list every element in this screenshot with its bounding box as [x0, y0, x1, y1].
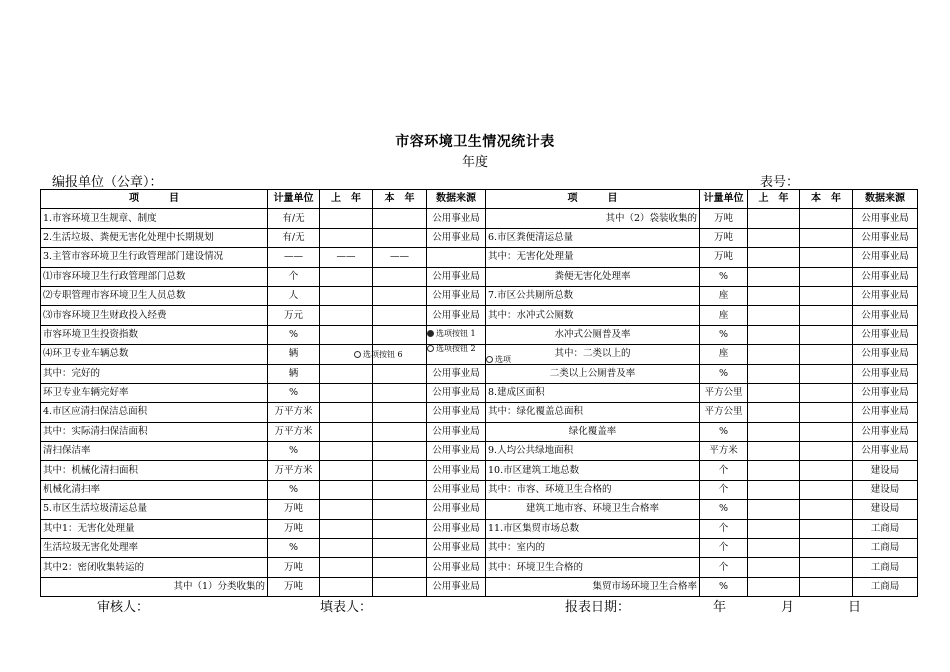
option-button[interactable]: 选项 — [486, 354, 511, 365]
unit-left-cell: % — [268, 480, 320, 499]
radio-circle-icon — [427, 345, 434, 352]
unit-left-cell: % — [268, 383, 320, 402]
unit-left-cell: 有/无 — [268, 209, 320, 228]
this-year-left-cell[interactable] — [373, 306, 427, 325]
last-year-right-cell[interactable] — [748, 480, 800, 499]
option-button-6[interactable]: 选项按钮 6 — [354, 349, 403, 360]
last-year-left-cell[interactable] — [320, 325, 373, 344]
last-year-right-cell[interactable] — [748, 364, 800, 383]
source-right-cell: 公用事业局 — [853, 248, 918, 267]
source-right-cell: 公用事业局 — [853, 442, 918, 461]
item-right-cell: 其中：环境卫生合格的 — [486, 558, 700, 577]
source-right-cell: 建设局 — [853, 480, 918, 499]
item-left-cell: ⑶市容环境卫生财政投入经费 — [41, 306, 268, 325]
last-year-right-cell[interactable] — [748, 228, 800, 247]
this-year-right-cell[interactable] — [800, 286, 853, 305]
form-title: 市容环境卫生情况统计表 — [395, 134, 555, 150]
table-row — [41, 539, 918, 558]
option-button-1[interactable]: 选项按钮 1 — [427, 328, 476, 339]
item-right-cell: 其中：水冲式公厕数 — [486, 306, 700, 325]
source-left-cell: 公用事业局 — [427, 209, 486, 228]
unit-left-cell: 万平方米 — [268, 403, 320, 422]
item-right-cell: 其中：室内的 — [486, 539, 700, 558]
item-left-cell: 4.市区应清扫保洁总面积 — [41, 403, 268, 422]
radio-circle-icon — [486, 356, 493, 363]
this-year-right-cell[interactable] — [800, 364, 853, 383]
this-year-right-cell[interactable] — [800, 228, 853, 247]
unit-right-cell: 个 — [700, 558, 748, 577]
source-right-cell: 工商局 — [853, 558, 918, 577]
last-year-right-cell[interactable] — [748, 345, 800, 364]
item-left-cell: 市容环境卫生投资指数 — [41, 325, 268, 344]
unit-right-cell: 座 — [700, 345, 748, 364]
last-year-right-cell[interactable] — [748, 383, 800, 402]
last-year-left-cell[interactable] — [320, 422, 373, 441]
table-row — [41, 267, 918, 286]
unit-right-cell: % — [700, 325, 748, 344]
unit-left-cell: 万平方米 — [268, 422, 320, 441]
source-left-cell: 公用事业局 — [427, 577, 486, 596]
item-left-cell: ⑵专职管理市容环境卫生人员总数 — [41, 286, 268, 305]
item-right-cell: 其中（2）袋装收集的 — [486, 209, 700, 228]
item-left-cell: 其中2：密闭收集转运的 — [41, 558, 268, 577]
this-year-right-cell[interactable] — [800, 480, 853, 499]
unit-left-cell: —— — [268, 248, 320, 267]
last-year-right-cell[interactable] — [748, 539, 800, 558]
this-year-left-cell[interactable] — [373, 480, 427, 499]
this-year-left-cell[interactable] — [373, 267, 427, 286]
unit-right-cell: % — [700, 500, 748, 519]
item-right-cell: 其中：市容、环境卫生合格的 — [486, 480, 700, 499]
unit-left-cell: 辆 — [268, 345, 320, 364]
table-row — [41, 519, 918, 538]
header-item: 项 目 — [41, 190, 268, 209]
last-year-left-cell[interactable] — [320, 500, 373, 519]
table-row — [41, 228, 918, 247]
this-year-right-cell[interactable] — [800, 539, 853, 558]
source-left-cell: 公用事业局 — [427, 383, 486, 402]
this-year-right-cell[interactable] — [800, 345, 853, 364]
this-year-right-cell[interactable] — [800, 267, 853, 286]
last-year-left-cell[interactable]: —— — [320, 248, 373, 267]
last-year-right-cell[interactable] — [748, 248, 800, 267]
this-year-left-cell[interactable] — [373, 383, 427, 402]
this-year-left-cell[interactable] — [373, 209, 427, 228]
last-year-right-cell[interactable] — [748, 306, 800, 325]
table-header-row — [41, 190, 918, 209]
table-row — [41, 383, 918, 402]
source-left-cell: 公用事业局 — [427, 461, 486, 480]
unit-left-cell: 个 — [268, 267, 320, 286]
unit-right-cell: 个 — [700, 461, 748, 480]
unit-right-cell: % — [700, 577, 748, 596]
last-year-left-cell[interactable] — [320, 403, 373, 422]
this-year-left-cell[interactable] — [373, 422, 427, 441]
unit-right-cell: 座 — [700, 306, 748, 325]
last-year-right-cell[interactable] — [748, 286, 800, 305]
source-right-cell: 建设局 — [853, 500, 918, 519]
item-left-cell: 生活垃圾无害化处理率 — [41, 539, 268, 558]
item-right-cell: 集贸市场环境卫生合格率 — [486, 577, 700, 596]
this-year-left-cell[interactable] — [373, 500, 427, 519]
header-source: 数据来源 — [853, 190, 918, 209]
unit-right-cell: 平方公里 — [700, 403, 748, 422]
unit-right-cell: 座 — [700, 286, 748, 305]
source-right-cell: 工商局 — [853, 577, 918, 596]
source-right-cell: 工商局 — [853, 539, 918, 558]
source-right-cell: 公用事业局 — [853, 325, 918, 344]
item-left-cell: 3.主管市容环境卫生行政管理部门建设情况 — [41, 248, 268, 267]
radio-circle-icon — [354, 351, 361, 358]
item-right-cell: 其中：绿化覆盖总面积 — [486, 403, 700, 422]
this-year-right-cell[interactable] — [800, 383, 853, 402]
reporting-unit-label: 编报单位（公章）： — [52, 175, 163, 190]
unit-left-cell: 万元 — [268, 306, 320, 325]
item-left-cell: 环卫专业车辆完好率 — [41, 383, 268, 402]
source-left-cell: 公用事业局 — [427, 267, 486, 286]
this-year-left-cell[interactable] — [373, 286, 427, 305]
statistics-table — [40, 189, 918, 597]
unit-left-cell: 万平方米 — [268, 461, 320, 480]
this-year-right-cell[interactable] — [800, 306, 853, 325]
last-year-right-cell[interactable] — [748, 558, 800, 577]
unit-right-cell: % — [700, 422, 748, 441]
source-left-cell: 公用事业局 — [427, 500, 486, 519]
header-this-year: 本 年 — [373, 190, 427, 209]
unit-left-cell: 人 — [268, 286, 320, 305]
item-right-cell: 其中：无害化处理量 — [486, 248, 700, 267]
this-year-right-cell[interactable] — [800, 461, 853, 480]
table-row — [41, 364, 918, 383]
last-year-left-cell[interactable] — [320, 519, 373, 538]
last-year-left-cell[interactable] — [320, 383, 373, 402]
item-left-cell: 2.生活垃圾、粪便无害化处理中长期规划 — [41, 228, 268, 247]
item-right-cell: 11.市区集贸市场总数 — [486, 519, 700, 538]
unit-left-cell: % — [268, 442, 320, 461]
radio-selected-icon — [427, 330, 434, 337]
table-number-label: 表号： — [760, 175, 800, 190]
source-left-cell: 公用事业局 — [427, 403, 486, 422]
item-left-cell: 其中：实际清扫保洁面积 — [41, 422, 268, 441]
unit-right-cell: 个 — [700, 539, 748, 558]
this-year-left-cell[interactable] — [373, 539, 427, 558]
last-year-right-cell[interactable] — [748, 519, 800, 538]
item-right-cell: 10.市区建筑工地总数 — [486, 461, 700, 480]
reviewer-label: 审核人： — [97, 600, 150, 615]
source-right-cell: 公用事业局 — [853, 345, 918, 364]
table-row — [41, 403, 918, 422]
unit-right-cell: 万吨 — [700, 209, 748, 228]
unit-left-cell: 辆 — [268, 364, 320, 383]
last-year-right-cell[interactable] — [748, 577, 800, 596]
source-right-cell: 公用事业局 — [853, 267, 918, 286]
table-row — [41, 286, 918, 305]
unit-right-cell: 万吨 — [700, 248, 748, 267]
last-year-left-cell[interactable] — [320, 228, 373, 247]
this-year-right-cell[interactable] — [800, 248, 853, 267]
this-year-right-cell[interactable] — [800, 209, 853, 228]
unit-right-cell: 万吨 — [700, 228, 748, 247]
last-year-right-cell[interactable] — [748, 442, 800, 461]
source-left-cell: 公用事业局 — [427, 480, 486, 499]
table-row — [41, 461, 918, 480]
item-right-cell: 绿化覆盖率 — [486, 422, 700, 441]
header-source: 数据来源 — [427, 190, 486, 209]
table-row — [41, 325, 918, 344]
source-right-cell: 建设局 — [853, 461, 918, 480]
last-year-left-cell[interactable] — [320, 442, 373, 461]
source-left-cell: 公用事业局 — [427, 364, 486, 383]
this-year-left-cell[interactable] — [373, 228, 427, 247]
item-left-cell: 5.市区生活垃圾清运总量 — [41, 500, 268, 519]
table-row — [41, 577, 918, 596]
unit-left-cell: 有/无 — [268, 228, 320, 247]
item-left-cell: 其中（1）分类收集的 — [41, 577, 268, 596]
last-year-left-cell[interactable] — [320, 306, 373, 325]
source-left-cell: 公用事业局 — [427, 442, 486, 461]
header-last-year: 上 年 — [748, 190, 800, 209]
item-right-cell: 水冲式公厕普及率 — [486, 325, 700, 344]
last-year-right-cell[interactable] — [748, 267, 800, 286]
unit-right-cell: 平方公里 — [700, 383, 748, 402]
table-row — [41, 209, 918, 228]
date-day-label: 日 — [848, 600, 862, 615]
item-right-cell: 二类以上公厕普及率 — [486, 364, 700, 383]
last-year-right-cell[interactable] — [748, 461, 800, 480]
source-left-cell: 公用事业局 — [427, 519, 486, 538]
source-right-cell: 公用事业局 — [853, 403, 918, 422]
this-year-right-cell[interactable] — [800, 558, 853, 577]
item-left-cell: 其中：机械化清扫面积 — [41, 461, 268, 480]
this-year-right-cell[interactable] — [800, 422, 853, 441]
unit-left-cell: 万吨 — [268, 500, 320, 519]
unit-right-cell: 个 — [700, 480, 748, 499]
date-month-label: 月 — [781, 600, 795, 615]
last-year-left-cell[interactable] — [320, 558, 373, 577]
last-year-right-cell[interactable] — [748, 500, 800, 519]
last-year-right-cell[interactable] — [748, 325, 800, 344]
header-last-year: 上 年 — [320, 190, 373, 209]
source-left-cell: 公用事业局 — [427, 306, 486, 325]
item-right-cell: 建筑工地市容、环境卫生合格率 — [486, 500, 700, 519]
header-unit: 计量单位 — [700, 190, 748, 209]
unit-left-cell: 万吨 — [268, 577, 320, 596]
item-right-cell: 粪便无害化处理率 — [486, 267, 700, 286]
this-year-left-cell[interactable] — [373, 461, 427, 480]
source-left-cell: 公用事业局 — [427, 422, 486, 441]
this-year-right-cell[interactable] — [800, 519, 853, 538]
unit-right-cell: % — [700, 364, 748, 383]
source-right-cell: 公用事业局 — [853, 364, 918, 383]
this-year-left-cell[interactable] — [373, 577, 427, 596]
item-left-cell: 1.市容环境卫生规章、制度 — [41, 209, 268, 228]
item-right-cell: 9.人均公共绿地面积 — [486, 442, 700, 461]
item-left-cell: ⑷环卫专业车辆总数 — [41, 345, 268, 364]
table-row — [41, 442, 918, 461]
last-year-left-cell[interactable] — [320, 577, 373, 596]
this-year-right-cell[interactable] — [800, 577, 853, 596]
unit-left-cell: % — [268, 539, 320, 558]
source-right-cell: 公用事业局 — [853, 422, 918, 441]
last-year-left-cell[interactable] — [320, 461, 373, 480]
form-subtitle: 年度 — [461, 155, 488, 170]
source-right-cell: 公用事业局 — [853, 286, 918, 305]
source-left-cell — [427, 248, 486, 267]
item-right-cell: 6.市区粪便清运总量 — [486, 228, 700, 247]
last-year-left-cell[interactable] — [320, 539, 373, 558]
this-year-left-cell[interactable] — [373, 519, 427, 538]
item-left-cell: 其中：完好的 — [41, 364, 268, 383]
this-year-left-cell[interactable] — [373, 325, 427, 344]
source-right-cell: 工商局 — [853, 519, 918, 538]
this-year-left-cell[interactable] — [373, 442, 427, 461]
table-row — [41, 480, 918, 499]
this-year-right-cell[interactable] — [800, 325, 853, 344]
source-right-cell: 公用事业局 — [853, 383, 918, 402]
this-year-left-cell[interactable]: —— — [373, 248, 427, 267]
table-row — [41, 422, 918, 441]
source-left-cell: 公用事业局 — [427, 286, 486, 305]
unit-left-cell: 万吨 — [268, 558, 320, 577]
source-right-cell: 公用事业局 — [853, 228, 918, 247]
this-year-left-cell[interactable] — [373, 558, 427, 577]
source-right-cell: 公用事业局 — [853, 306, 918, 325]
source-left-cell: 公用事业局 — [427, 228, 486, 247]
table-row — [41, 558, 918, 577]
item-left-cell: ⑴市容环境卫生行政管理部门总数 — [41, 267, 268, 286]
unit-left-cell: 万吨 — [268, 519, 320, 538]
last-year-left-cell[interactable] — [320, 267, 373, 286]
source-left-cell: 公用事业局 — [427, 558, 486, 577]
source-right-cell: 公用事业局 — [853, 209, 918, 228]
unit-right-cell: 平方米 — [700, 442, 748, 461]
unit-right-cell: % — [700, 267, 748, 286]
this-year-right-cell[interactable] — [800, 442, 853, 461]
last-year-right-cell[interactable] — [748, 422, 800, 441]
table-row — [41, 248, 918, 267]
this-year-right-cell[interactable] — [800, 500, 853, 519]
header-unit: 计量单位 — [268, 190, 320, 209]
last-year-left-cell[interactable] — [320, 286, 373, 305]
last-year-right-cell[interactable] — [748, 209, 800, 228]
unit-right-cell: 个 — [700, 519, 748, 538]
this-year-left-cell[interactable] — [373, 403, 427, 422]
last-year-left-cell[interactable] — [320, 480, 373, 499]
report-date-label: 报表日期： — [565, 600, 631, 615]
table-row — [41, 306, 918, 325]
unit-left-cell: % — [268, 325, 320, 344]
header-this-year: 本 年 — [800, 190, 853, 209]
table-row — [41, 500, 918, 519]
date-year-label: 年 — [713, 600, 727, 615]
item-right-cell: 8.建成区面积 — [486, 383, 700, 402]
last-year-left-cell[interactable] — [320, 209, 373, 228]
item-right-cell: 7.市区公共厕所总数 — [486, 286, 700, 305]
item-left-cell: 清扫保洁率 — [41, 442, 268, 461]
filler-label: 填表人： — [320, 600, 373, 615]
this-year-left-cell[interactable] — [373, 364, 427, 383]
table-row — [41, 345, 918, 364]
item-left-cell: 其中1：无害化处理量 — [41, 519, 268, 538]
this-year-right-cell[interactable] — [800, 403, 853, 422]
option-button-2[interactable]: 选项按钮 2 — [427, 343, 476, 354]
header-item: 项 目 — [486, 190, 700, 209]
last-year-right-cell[interactable] — [748, 403, 800, 422]
last-year-left-cell[interactable] — [320, 364, 373, 383]
item-right-cell: 其中：二类以上的 — [486, 345, 700, 364]
item-left-cell: 机械化清扫率 — [41, 480, 268, 499]
source-left-cell: 公用事业局 — [427, 539, 486, 558]
